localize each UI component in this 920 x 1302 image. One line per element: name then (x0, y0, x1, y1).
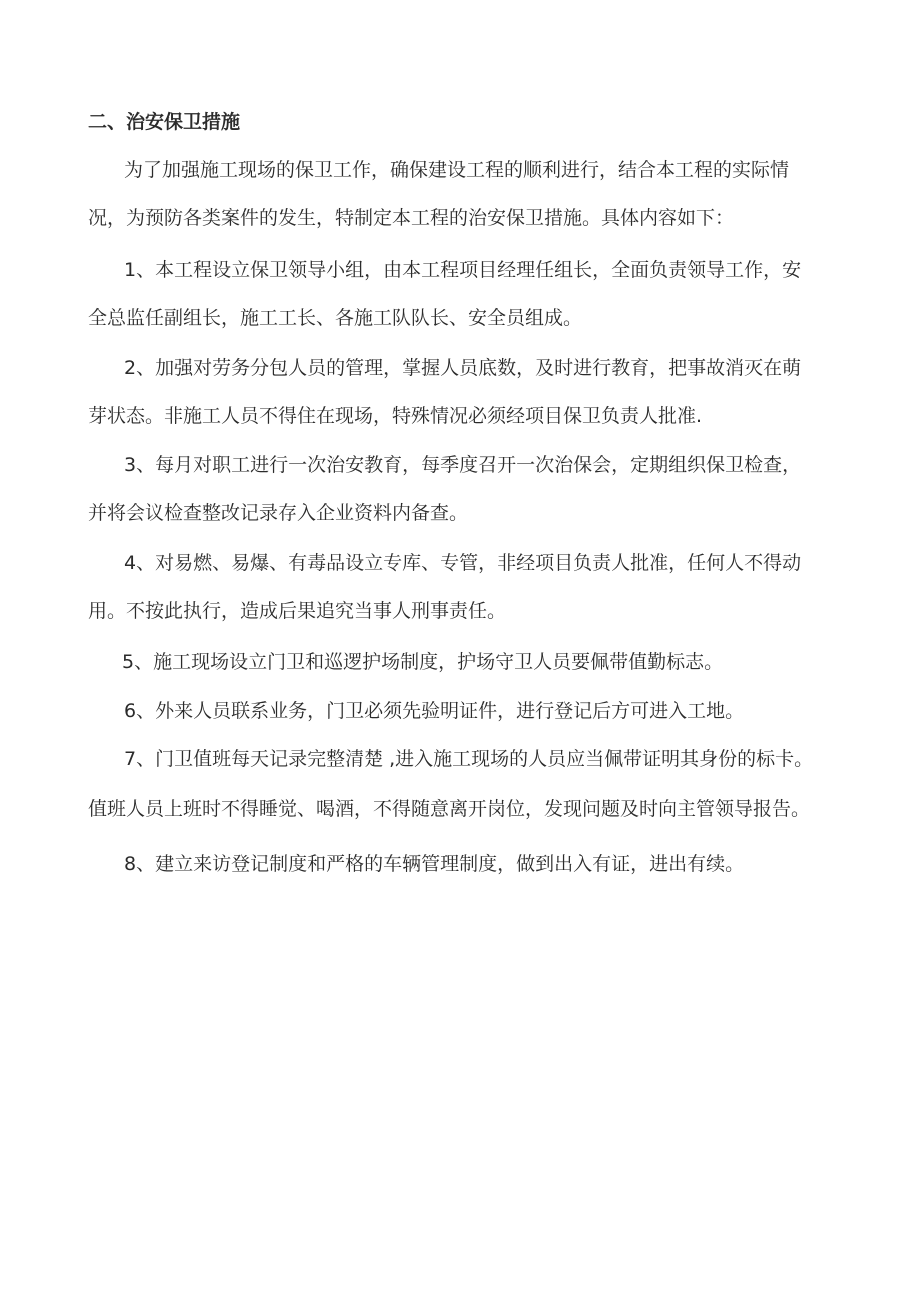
item-2-line-2: 芽状态。非施工人员不得住在现场，特殊情况必须经项目保卫负责人批准. (88, 405, 703, 427)
intro-line-2: 况，为预防各类案件的发生，特制定本工程的治安保卫措施。具体内容如下： (88, 207, 735, 229)
item-2-line-1: 2、加强对劳务分包人员的管理，掌握人员底数，及时进行教育，把事故消灭在萌 (124, 357, 802, 379)
item-7-line-1: 7、门卫值班每天记录完整清楚 ,进入施工现场的人员应当佩带证明其身份的标卡。 (124, 748, 814, 770)
item-4-line-1: 4、对易燃、易爆、有毒品设立专库、专管，非经项目负责人批准，任何人不得动 (124, 552, 802, 574)
item-6-line-1: 6、外来人员联系业务，门卫必须先验明证件，进行登记后方可进入工地。 (124, 700, 745, 722)
item-1-line-1: 1、本工程设立保卫领导小组，由本工程项目经理任组长，全面负责领导工作，安 (124, 259, 802, 281)
section-heading: 二、治安保卫措施 (88, 111, 241, 133)
item-4-line-2: 用。不按此执行，造成后果追究当事人刑事责任。 (88, 600, 507, 622)
item-3-line-1: 3、每月对职工进行一次治安教育，每季度召开一次治保会，定期组织保卫检查， (124, 454, 802, 476)
item-7-line-2: 值班人员上班时不得睡觉、喝酒，不得随意离开岗位，发现问题及时向主管领导报告。 (88, 798, 811, 820)
intro-line-1: 为了加强施工现场的保卫工作，确保建设工程的顺利进行，结合本工程的实际情 (124, 159, 790, 181)
item-5-line-1: 5、施工现场设立门卫和巡逻护场制度，护场守卫人员要佩带值勤标志。 (122, 651, 724, 673)
item-8-line-1: 8、建立来访登记制度和严格的车辆管理制度，做到出入有证，进出有续。 (124, 853, 745, 875)
item-3-line-2: 并将会议检查整改记录存入企业资料内备查。 (88, 502, 469, 524)
item-1-line-2: 全总监任副组长，施工工长、各施工队队长、安全员组成。 (88, 307, 583, 329)
